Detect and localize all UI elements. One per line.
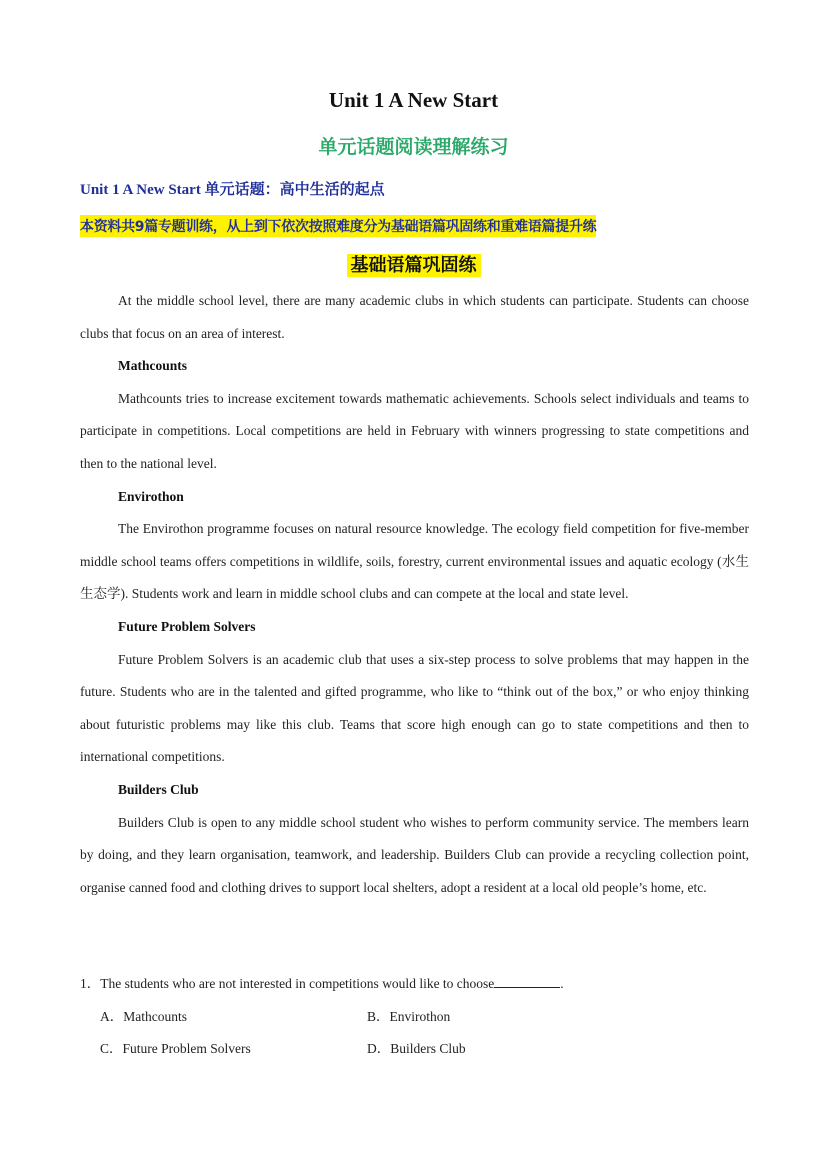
passage-intro: At the middle school level, there are many academic clubs in which students can participate. Students can choose clubs that focus on an area of interest. [80,293,749,341]
answer-blank[interactable] [494,973,560,988]
club-text-builders-club: Builders Club is open to any middle school student who wishes to perform community service. The members learn by doing, and they learn organisation, teamwork, and leadership. Builders Club can provide a recycling collection point, organise canned food and clothing drives to support local shelters, adopt a resident at a local old people’s home, etc. [80,814,749,895]
topic-line: Unit 1 A New Start 单元话题：高中生活的起点 [80,182,385,198]
question-end: . [560,976,564,991]
question-stem: 1．The students who are not interested in competitions would like to choose [80,976,495,991]
option-b[interactable]: B．Envirothon [367,1008,451,1024]
club-heading-mathcounts: Mathcounts [118,358,188,374]
document-subtitle: 单元话题阅读理解练习 [318,136,509,158]
club-text-future-problem-solvers: Future Problem Solvers is an academic club that uses a six-step process to solve problems that may happen in the future. Students who are in the talented and gifted programme, who like to “think out of the box,” or who enjoy thinking about futuristic problems may like this club. Teams that score high enough can go to state competitions and then to international competitions. [80,651,749,765]
section-heading [0,251,827,277]
club-text-mathcounts: Mathcounts tries to increase excitement towards mathematic achievements. Schools select individuals and teams to participate in competitions. Local competitions are held in February with winners progressing to state competitions and then to the national level. [80,390,749,471]
question-stem-line [80,968,749,1001]
club-heading-builders-club: Builders Club [118,781,199,797]
answer-options [100,1001,749,1066]
club-text-envirothon: The Envirothon programme focuses on natural resource knowledge. The ecology field competition for five-member middle school teams offers competitions in wildlife, soils, forestry, current environmental issues and aquatic ecology (水生生态学). Students work and learn in middle school clubs and can compete at the local and state level. [80,521,749,602]
club-heading-future-problem-solvers: Future Problem Solvers [118,618,256,634]
section-heading-text: 基础语篇巩固练 [347,254,481,277]
option-d[interactable]: D．Builders Club [367,1041,466,1057]
document-title: Unit 1 A New Start [328,88,499,112]
option-a[interactable]: A．Mathcounts [100,1008,187,1024]
question-1 [80,968,749,1066]
reading-passage [80,285,749,904]
notice-banner: 本资料共9篇专题训练，从上到下依次按照难度分为基础语篇巩固练和重难语篇提升练 [80,215,596,237]
club-heading-envirothon: Envirothon [118,488,184,504]
option-c[interactable]: C．Future Problem Solvers [100,1041,251,1057]
